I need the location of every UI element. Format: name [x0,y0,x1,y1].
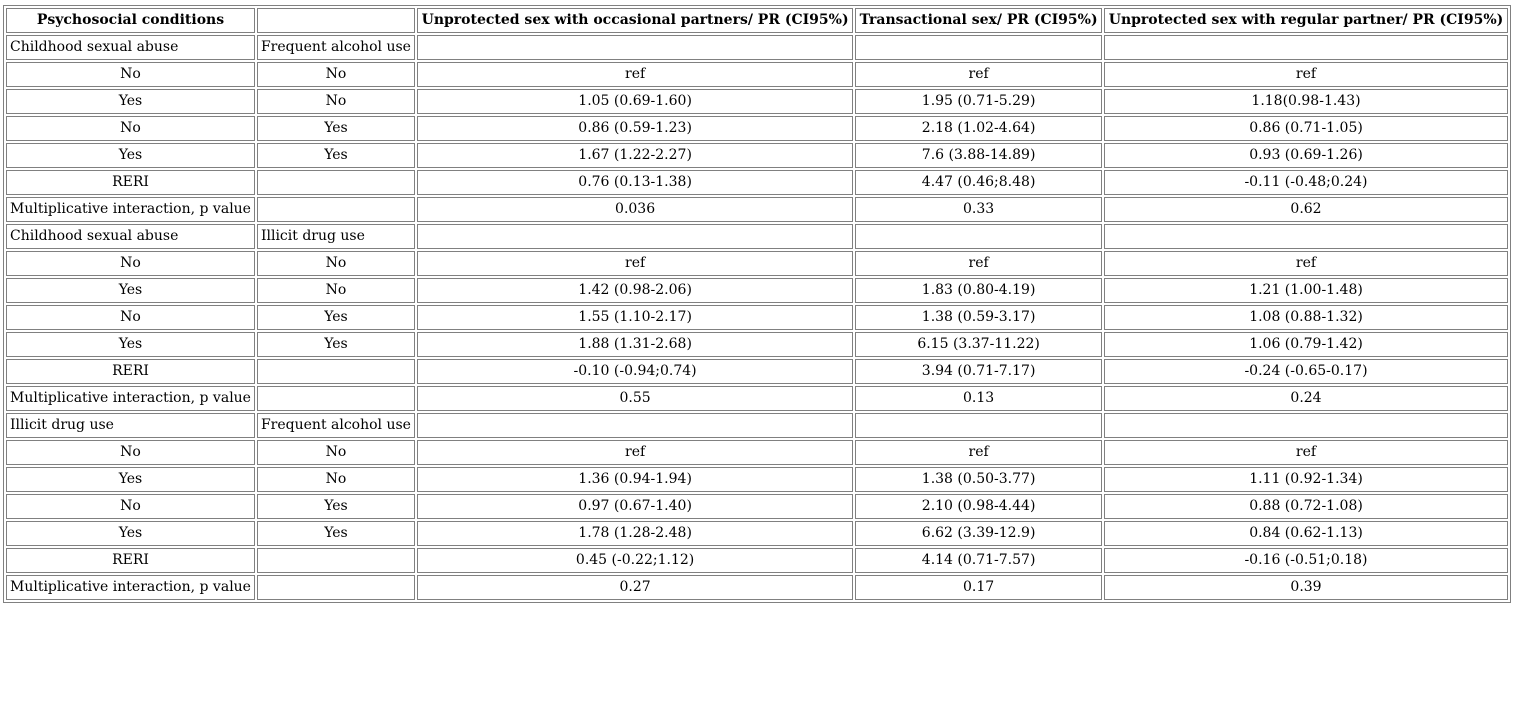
cell-regular-pr: 0.93 (0.69-1.26) [1104,143,1508,168]
cell-regular-pr: ref [1104,251,1508,276]
cell-condition-a: Multiplicative interaction, p value [6,197,255,222]
cell-regular-pr [1104,413,1508,438]
cell-condition-b: Yes [257,143,415,168]
cell-condition-a: No [6,305,255,330]
cell-occasional-pr: 0.97 (0.67-1.40) [417,494,853,519]
table-row [6,467,1508,492]
cell-regular-pr: 1.08 (0.88-1.32) [1104,305,1508,330]
table-row [6,575,1508,600]
cell-regular-pr [1104,224,1508,249]
table-row [6,548,1508,573]
cell-condition-b [257,386,415,411]
cell-occasional-pr: 1.78 (1.28-2.48) [417,521,853,546]
cell-condition-a: Yes [6,467,255,492]
cell-occasional-pr: 1.42 (0.98-2.06) [417,278,853,303]
cell-condition-b: No [257,89,415,114]
cell-condition-a: Yes [6,143,255,168]
cell-transactional-pr: 3.94 (0.71-7.17) [855,359,1102,384]
cell-occasional-pr: 1.55 (1.10-2.17) [417,305,853,330]
header-psychosocial-conditions: Psychosocial conditions [6,8,255,33]
section-row [6,413,1508,438]
cell-regular-pr: 0.88 (0.72-1.08) [1104,494,1508,519]
cell-occasional-pr: 1.88 (1.31-2.68) [417,332,853,357]
table-row [6,278,1508,303]
header-occasional-partners: Unprotected sex with occasional partners/ PR (CI95%) [417,8,853,33]
cell-transactional-pr: 0.13 [855,386,1102,411]
cell-transactional-pr [855,224,1102,249]
cell-condition-a: Multiplicative interaction, p value [6,386,255,411]
cell-condition-a: No [6,251,255,276]
cell-transactional-pr [855,35,1102,60]
cell-regular-pr: 0.86 (0.71-1.05) [1104,116,1508,141]
header-regular-partner: Unprotected sex with regular partner/ PR (CI95%) [1104,8,1508,33]
cell-condition-a: No [6,62,255,87]
cell-condition-b: Yes [257,305,415,330]
table-row [6,521,1508,546]
cell-condition-b [257,575,415,600]
table-row [6,116,1508,141]
cell-condition-b: Yes [257,494,415,519]
cell-transactional-pr: 2.18 (1.02-4.64) [855,116,1102,141]
cell-transactional-pr: ref [855,62,1102,87]
cell-condition-a: Illicit drug use [6,413,255,438]
cell-condition-b: No [257,467,415,492]
section-row [6,224,1508,249]
cell-occasional-pr: 0.27 [417,575,853,600]
table-row [6,251,1508,276]
cell-occasional-pr: ref [417,440,853,465]
cell-condition-b: No [257,278,415,303]
cell-condition-b [257,359,415,384]
cell-transactional-pr: 1.95 (0.71-5.29) [855,89,1102,114]
table-row [6,305,1508,330]
cell-occasional-pr: 1.36 (0.94-1.94) [417,467,853,492]
cell-condition-a: Childhood sexual abuse [6,224,255,249]
table-row [6,494,1508,519]
table-row [6,197,1508,222]
cell-occasional-pr [417,413,853,438]
cell-condition-a: RERI [6,170,255,195]
cell-occasional-pr: 0.55 [417,386,853,411]
cell-transactional-pr: 1.83 (0.80-4.19) [855,278,1102,303]
table-body [6,35,1508,600]
cell-condition-b: Yes [257,332,415,357]
cell-condition-b: No [257,440,415,465]
cell-regular-pr: 1.18(0.98-1.43) [1104,89,1508,114]
header-row [6,8,1508,33]
cell-regular-pr: 0.62 [1104,197,1508,222]
table-container [3,5,1511,603]
table-row [6,332,1508,357]
header-transactional-sex: Transactional sex/ PR (CI95%) [855,8,1102,33]
cell-condition-a: No [6,116,255,141]
cell-transactional-pr: ref [855,440,1102,465]
cell-regular-pr [1104,35,1508,60]
table-row [6,440,1508,465]
cell-occasional-pr [417,224,853,249]
cell-transactional-pr: 0.33 [855,197,1102,222]
cell-transactional-pr: 2.10 (0.98-4.44) [855,494,1102,519]
cell-transactional-pr: 4.14 (0.71-7.57) [855,548,1102,573]
cell-occasional-pr: 0.45 (-0.22;1.12) [417,548,853,573]
cell-transactional-pr: 0.17 [855,575,1102,600]
cell-regular-pr: 1.11 (0.92-1.34) [1104,467,1508,492]
cell-condition-b: Yes [257,116,415,141]
cell-condition-b: Frequent alcohol use [257,35,415,60]
header-blank [257,8,415,33]
cell-regular-pr: 1.21 (1.00-1.48) [1104,278,1508,303]
cell-transactional-pr [855,413,1102,438]
cell-transactional-pr: 1.38 (0.59-3.17) [855,305,1102,330]
cell-regular-pr: -0.24 (-0.65-0.17) [1104,359,1508,384]
cell-transactional-pr: ref [855,251,1102,276]
cell-regular-pr: 1.06 (0.79-1.42) [1104,332,1508,357]
cell-occasional-pr: ref [417,251,853,276]
cell-condition-a: Yes [6,521,255,546]
cell-condition-b [257,170,415,195]
cell-condition-b [257,548,415,573]
cell-occasional-pr [417,35,853,60]
table-row [6,62,1508,87]
cell-occasional-pr: 1.67 (1.22-2.27) [417,143,853,168]
section-row [6,35,1508,60]
cell-regular-pr: 0.84 (0.62-1.13) [1104,521,1508,546]
cell-condition-a: Yes [6,89,255,114]
interaction-table [3,5,1511,603]
cell-condition-a: Yes [6,332,255,357]
cell-transactional-pr: 7.6 (3.88-14.89) [855,143,1102,168]
cell-occasional-pr: 1.05 (0.69-1.60) [417,89,853,114]
cell-condition-b [257,197,415,222]
cell-regular-pr: -0.11 (-0.48;0.24) [1104,170,1508,195]
cell-condition-b: No [257,251,415,276]
cell-occasional-pr: ref [417,62,853,87]
cell-condition-a: No [6,440,255,465]
cell-condition-a: Yes [6,278,255,303]
cell-transactional-pr: 1.38 (0.50-3.77) [855,467,1102,492]
cell-condition-b: Illicit drug use [257,224,415,249]
cell-regular-pr: 0.39 [1104,575,1508,600]
cell-condition-a: No [6,494,255,519]
cell-condition-b: Frequent alcohol use [257,413,415,438]
cell-condition-a: RERI [6,548,255,573]
cell-regular-pr: -0.16 (-0.51;0.18) [1104,548,1508,573]
table-row [6,89,1508,114]
cell-regular-pr: ref [1104,440,1508,465]
table-row [6,386,1508,411]
cell-regular-pr: 0.24 [1104,386,1508,411]
cell-condition-b: Yes [257,521,415,546]
cell-occasional-pr: 0.036 [417,197,853,222]
cell-regular-pr: ref [1104,62,1508,87]
cell-condition-b: No [257,62,415,87]
cell-transactional-pr: 6.15 (3.37-11.22) [855,332,1102,357]
cell-condition-a: RERI [6,359,255,384]
table-row [6,170,1508,195]
table-row [6,143,1508,168]
cell-transactional-pr: 4.47 (0.46;8.48) [855,170,1102,195]
cell-condition-a: Multiplicative interaction, p value [6,575,255,600]
cell-occasional-pr: 0.86 (0.59-1.23) [417,116,853,141]
table-row [6,359,1508,384]
cell-occasional-pr: 0.76 (0.13-1.38) [417,170,853,195]
cell-occasional-pr: -0.10 (-0.94;0.74) [417,359,853,384]
cell-transactional-pr: 6.62 (3.39-12.9) [855,521,1102,546]
cell-condition-a: Childhood sexual abuse [6,35,255,60]
